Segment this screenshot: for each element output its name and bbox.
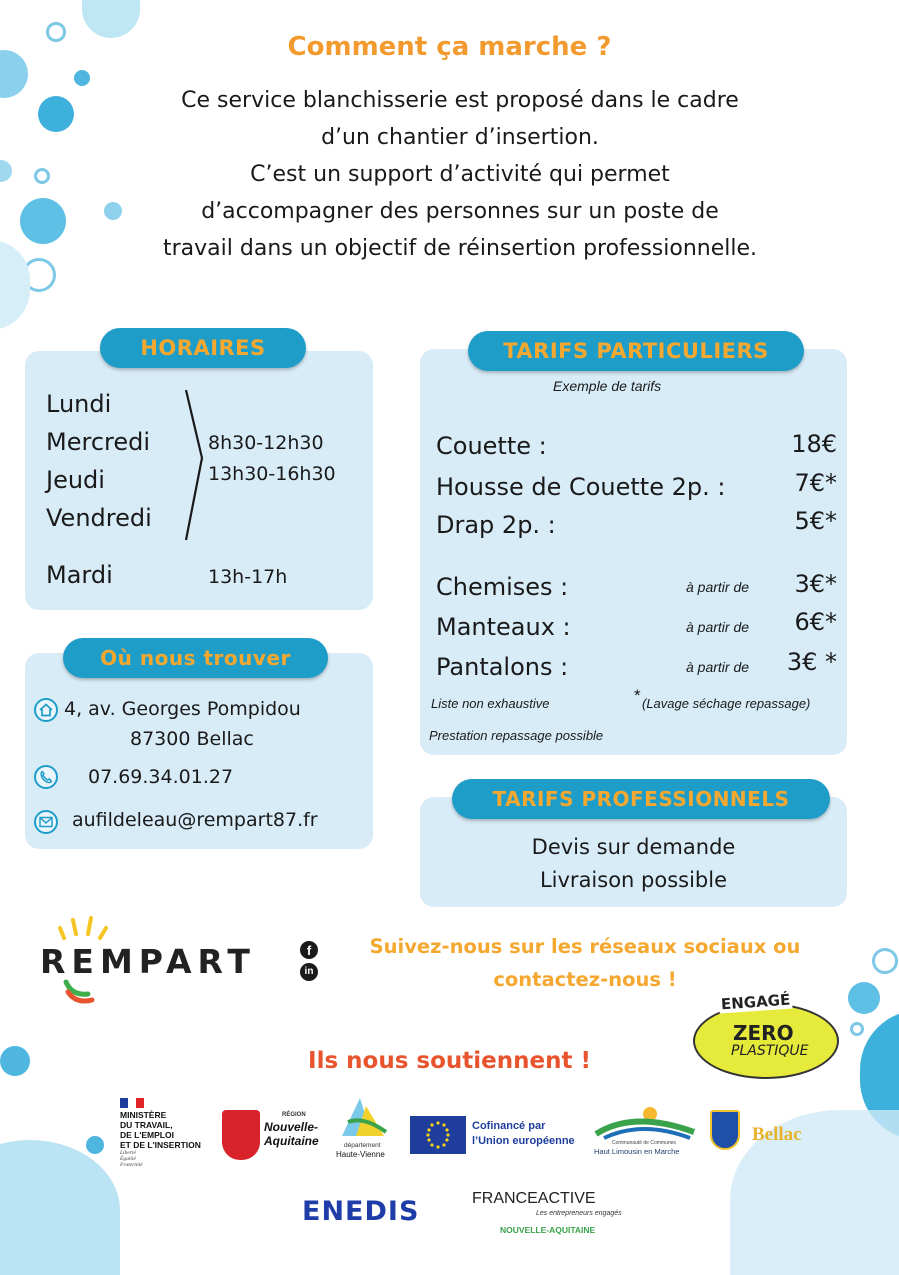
ministere-line: MINISTÈRE	[120, 1110, 167, 1120]
departement-line: Haute-Vienne	[336, 1150, 385, 1159]
tarif-label: Housse de Couette 2p. :	[436, 473, 726, 501]
bellac-name: Bellac	[752, 1124, 802, 1145]
email-address[interactable]: aufildeleau@rempart87.fr	[72, 809, 318, 831]
note-service: (Lavage séchage repassage)	[642, 696, 811, 711]
tarif-label: Drap 2p. :	[436, 511, 556, 539]
linkedin-icon[interactable]: in	[300, 963, 318, 981]
page-title: Comment ça marche ?	[287, 32, 612, 62]
badge-middle-text: ZERO	[733, 1021, 794, 1045]
tarif-price: 6€*	[794, 608, 837, 636]
intro-line: d’accompagner des personnes sur un poste de	[201, 199, 719, 224]
ministere-line: DU TRAVAIL,	[120, 1120, 173, 1130]
tarif-label: Chemises :	[436, 573, 569, 601]
france-active-logo	[472, 1190, 622, 1240]
intro-line: C’est un support d’activité qui permet	[250, 162, 670, 187]
region-logo	[222, 1110, 326, 1160]
bracket-icon	[183, 388, 205, 542]
flag-icon	[120, 1098, 144, 1108]
day-label: Jeudi	[46, 466, 105, 494]
address-line-1: 4, av. Georges Pompidou	[64, 698, 301, 720]
eu-logo	[410, 1116, 590, 1156]
intro-line: travail dans un objectif de réinsertion professionnelle.	[163, 236, 757, 261]
tarif-price: 18€	[791, 430, 837, 458]
day-label: Vendredi	[46, 504, 152, 532]
location-title: Où nous trouver	[63, 638, 328, 678]
tarif-label: Manteaux :	[436, 613, 571, 641]
decor-bubble	[20, 198, 66, 244]
departement-icon	[334, 1096, 396, 1142]
eu-line: Cofinancé par	[472, 1120, 546, 1132]
decor-bubble	[86, 1136, 104, 1154]
decor-bubble	[74, 70, 90, 86]
mail-icon	[34, 810, 58, 834]
phone-number[interactable]: 07.69.34.01.27	[88, 766, 234, 788]
decor-bubble	[0, 240, 30, 330]
tarif-price: 5€*	[794, 507, 837, 535]
region-lion-icon	[222, 1110, 260, 1160]
ministere-logo	[120, 1098, 220, 1168]
eu-line: l’Union européenne	[472, 1135, 575, 1147]
bellac-crest-icon	[710, 1110, 740, 1150]
tarif-price: 7€*	[794, 469, 837, 497]
intro-text	[120, 82, 800, 267]
social-line: contactez-nous !	[493, 968, 677, 991]
facebook-icon[interactable]: f	[300, 941, 318, 959]
rempart-logo: REMPART	[40, 942, 256, 981]
region-small: RÉGION	[282, 1112, 306, 1118]
tarif-price: 3€ *	[786, 648, 837, 676]
tarif-label: Pantalons :	[436, 653, 569, 681]
haut-limousin-name: Haut Limousin en Marche	[594, 1147, 680, 1156]
horaires-days	[46, 385, 152, 537]
tarifs-professionnels-title: TARIFS PROFESSIONNELS	[452, 779, 830, 819]
haut-limousin-small: Communauté de Communes	[612, 1140, 676, 1146]
horaires-hours	[208, 428, 336, 490]
tarif-prefix: à partir de	[686, 659, 750, 675]
day-label: Mercredi	[46, 428, 151, 456]
intro-line: Ce service blanchisserie est proposé dans le cadre	[181, 88, 739, 113]
ministere-line: ET DE L'INSERTION	[120, 1140, 201, 1150]
rempart-sun-icon	[58, 912, 108, 942]
tarifs-particuliers-title: TARIFS PARTICULIERS	[468, 331, 804, 371]
note-ironing: Prestation repassage possible	[429, 728, 604, 743]
france-active-region: NOUVELLE-AQUITAINE	[500, 1225, 596, 1235]
mardi-label: Mardi	[46, 561, 113, 589]
pro-line-1: Devis sur demande	[531, 835, 736, 859]
departement-line: département	[344, 1142, 381, 1149]
france-active-name: FRANCEACTIVE	[472, 1190, 596, 1207]
hours-range: 8h30-12h30	[208, 432, 324, 454]
social-text	[320, 930, 850, 996]
ministere-line: DE L'EMPLOI	[120, 1130, 174, 1140]
motto-line: Fraternité	[120, 1162, 143, 1168]
note-star: *	[634, 686, 641, 705]
horaires-title: HORAIRES	[100, 328, 306, 368]
decor-bubble	[0, 160, 12, 182]
region-name-1: Nouvelle-	[264, 1120, 319, 1134]
departement-logo	[334, 1096, 398, 1162]
decor-bubble	[848, 982, 880, 1014]
haut-limousin-icon	[594, 1104, 698, 1142]
sponsors-title: Ils nous soutiennent !	[308, 1048, 591, 1074]
decor-ring	[872, 948, 898, 974]
pro-line-2: Livraison possible	[539, 868, 728, 892]
motto-line: Égalité	[120, 1156, 136, 1162]
decor-ring	[850, 1022, 864, 1036]
haut-limousin-logo	[594, 1104, 698, 1160]
france-active-sub: Les entrepreneurs engagés	[536, 1210, 622, 1217]
region-name-2: Aquitaine	[264, 1134, 319, 1148]
eu-flag-icon	[410, 1116, 466, 1154]
home-icon	[34, 698, 58, 722]
note-list: Liste non exhaustive	[431, 696, 550, 711]
badge-bottom-text: PLASTIQUE	[731, 1043, 809, 1059]
tarif-price: 3€*	[794, 570, 837, 598]
tarif-prefix: à partir de	[686, 579, 750, 595]
social-line: Suivez-nous sur les réseaux sociaux ou	[369, 935, 801, 958]
address-line-2: 87300 Bellac	[130, 728, 254, 750]
motto-line: Liberté	[120, 1150, 136, 1156]
decor-bubble	[38, 96, 74, 132]
tarifs-subtitle: Exemple de tarifs	[553, 378, 662, 394]
intro-line: d’un chantier d’insertion.	[321, 125, 599, 150]
enedis-logo: ENEDIS	[302, 1196, 420, 1227]
rempart-smile-icon	[62, 978, 112, 1008]
tarif-prefix: à partir de	[686, 619, 750, 635]
badge-top-text: ENGAGÉ	[720, 990, 791, 1014]
decor-wave	[0, 1140, 120, 1275]
hours-range: 13h30-16h30	[208, 463, 336, 485]
day-label: Lundi	[46, 390, 112, 418]
decor-ring	[34, 168, 50, 184]
phone-icon	[34, 765, 58, 789]
mardi-hours: 13h-17h	[208, 566, 288, 588]
bellac-logo	[710, 1110, 830, 1160]
tarif-label: Couette :	[436, 432, 547, 460]
